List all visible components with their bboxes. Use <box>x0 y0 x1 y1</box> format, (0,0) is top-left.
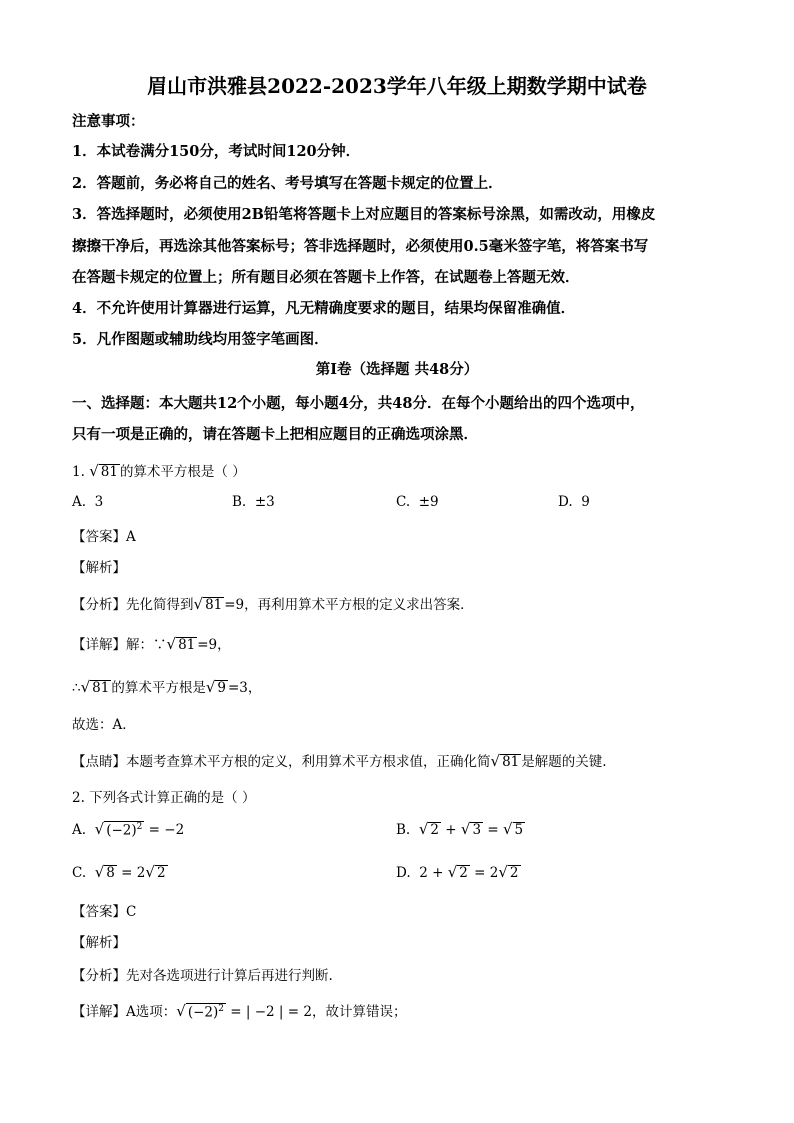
radical-sign-icon: √ <box>193 595 204 613</box>
notice-item-4: 4．不允许使用计算器进行运算，凡无精确度要求的题目，结果均保留准确值． <box>72 300 576 317</box>
q1-option-b: B. ±3 <box>232 494 275 510</box>
radical-sign-icon: √ <box>89 462 99 480</box>
q1-dianjing: 【点睛】本题考查算术平方根的定义，利用算术平方根求值，正确化简√ 81 是解题的关键. <box>72 752 607 770</box>
section-title: 第Ⅰ卷（选择题 共48分） <box>315 361 479 378</box>
q1-sqrt: √ 81 <box>89 462 118 480</box>
q1-number: 1. <box>72 464 85 480</box>
q1-option-a: A. 3 <box>72 494 104 510</box>
radical-sign-icon: √ <box>498 863 508 881</box>
radical-sign-icon: √ <box>447 863 458 881</box>
section-intro-line1: 一、选择题：本大题共12个小题，每小题4分，共48分．在每个小题给出的四个选项中， <box>72 395 645 412</box>
section-intro-line2: 只有一项是正确的，请在答题卡上把相应题目的正确选项涂黑． <box>72 426 478 443</box>
notice-item-5: 5．凡作图题或辅助线均用签字笔画图． <box>72 331 329 348</box>
radical-sign-icon: √ <box>490 752 501 770</box>
q1-option-c: C. ±9 <box>396 494 439 510</box>
notice-item-3-line3: 在答题卡规定的位置上；所有题目必须在答题卡上作答，在试题卷上答题无效． <box>72 269 580 286</box>
radical-sign-icon: √ <box>94 820 105 838</box>
radical-sign-icon: √ <box>94 863 105 881</box>
q1-choose: 故选：A． <box>72 717 136 733</box>
notice-item-3-line1: 3．答选择题时，必须使用2B铅笔将答题卡上对应题目的答案标号涂黑，如需改动，用橡皮 <box>72 206 656 223</box>
notice-item-2: 2．答题前，务必将自己的姓名、考号填写在答题卡规定的位置上． <box>72 175 503 192</box>
q1-fenxi: 【分析】先化简得到√ 81 =9，再利用算术平方根的定义求出答案． <box>72 595 474 613</box>
q1-stem <box>72 460 246 481</box>
q1-answer: 【答案】A <box>72 529 136 545</box>
q2-fenxi: 【分析】先对各选项进行计算后再进行判断. <box>72 968 333 984</box>
radical-sign-icon: √ <box>502 820 513 838</box>
q1-analysis-tag: 【解析】 <box>72 560 126 576</box>
q2-option-d: D. 2 + √ 2 = 2√ 2 <box>396 863 519 881</box>
q2-analysis-tag: 【解析】 <box>72 935 126 951</box>
radical-sign-icon: √ <box>460 820 471 838</box>
q1-option-d: D. 9 <box>558 494 590 510</box>
q2-xiangjie: 【详解】A选项：√ $(-2)^2$ = | −2 | = 2，故计算错误； <box>72 1002 407 1020</box>
q1-therefore: ∴√ 81 的算术平方根是√ 9 =3， <box>72 678 262 696</box>
radical-sign-icon: √ <box>205 678 216 696</box>
notice-item-1: 1．本试卷满分150分，考试时间120分钟． <box>72 143 361 160</box>
notice-heading: 注意事项： <box>72 113 145 130</box>
q1-xiangjie: 【详解】解：∵√ 81 =9， <box>72 635 231 653</box>
q2-option-b: B. √ 2 + √ 3 = √ 5 <box>396 820 524 838</box>
radical-sign-icon: √ <box>80 678 91 696</box>
radical-sign-icon: √ <box>145 863 155 881</box>
radical-sign-icon: √ <box>418 820 429 838</box>
q2-answer: 【答案】C <box>72 904 137 920</box>
q2-option-c: C. √ 8 = 2√ 2 <box>72 863 166 881</box>
notice-item-3-line2: 擦擦干净后，再选涂其他答案标号；答非选择题时，必须使用0.5毫米签字笔，将答案书写 <box>72 238 649 255</box>
q2-option-a: A. √ $(-2)^2 = -2$ <box>72 820 185 838</box>
radical-sign-icon: √ <box>176 1002 186 1020</box>
page-title: 眉山市洪雅县2022-2023学年八年级上期数学期中试卷 <box>147 74 647 98</box>
q1-stem-tail: 的算术平方根是（ ） <box>119 464 246 480</box>
q2-stem: 2. 下列各式计算正确的是（ ） <box>72 790 256 806</box>
radical-sign-icon: √ <box>166 635 177 653</box>
